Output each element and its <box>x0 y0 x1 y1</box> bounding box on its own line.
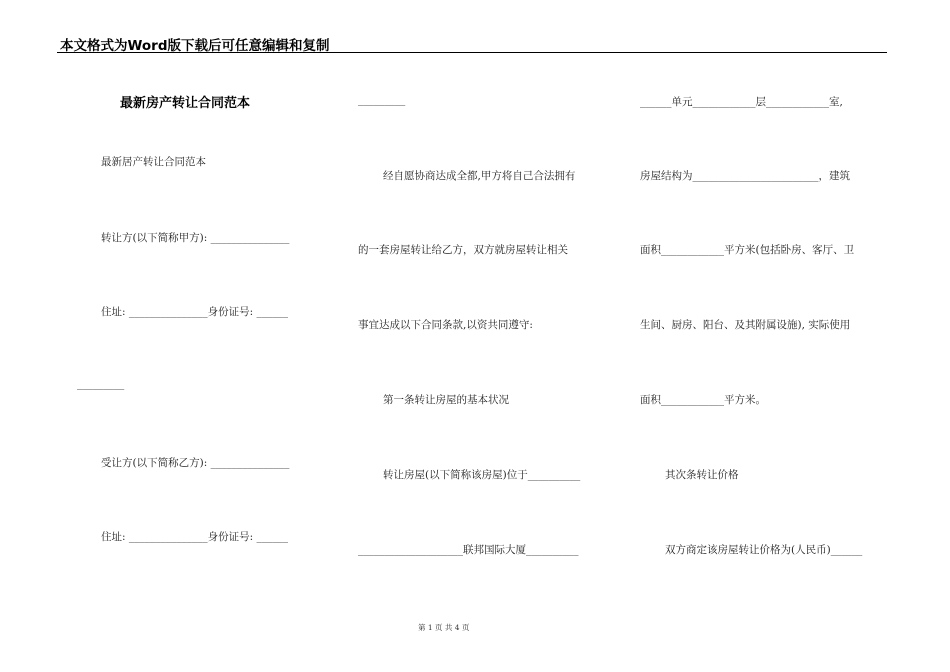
transferor-line: 转让方(以下简称甲方): _______________ <box>101 232 290 244</box>
document-header: 本文格式为Word版下载后可任意编辑和复制 <box>60 38 330 54</box>
transferee-line: 受让方(以下简称乙方): _______________ <box>101 457 290 469</box>
page-number: 第 1 页 共 4 页 <box>418 623 470 632</box>
col3-line-2: 房屋结构为________________________，建筑 <box>640 170 850 182</box>
col3-line-5: 面积____________平方米。 <box>640 394 766 406</box>
col2-line-1: _________ <box>358 94 406 106</box>
col3-line-1: ______单元____________层____________室, <box>640 96 843 108</box>
col3-line-7: 双方商定该房屋转让价格为(人民币)______ <box>665 544 863 556</box>
header-divider <box>57 52 887 53</box>
address-line-1-continued: _________ <box>77 378 125 390</box>
address-line-1: 住址: _______________身份证号: ______ <box>101 306 289 318</box>
section-2-heading: 其次条转让价格 <box>665 469 739 481</box>
col3-line-3: 面积____________平方米(包括卧房、客厅、卫 <box>640 244 855 256</box>
document-title: 最新房产转让合同范本 <box>120 96 251 111</box>
section-1-heading: 第一条转让房屋的基本状况 <box>383 394 509 406</box>
col2-line-4: 事宜达成以下合同条款,以资共同遵守: <box>358 319 533 331</box>
col2-line-3: 的一套房屋转让给乙方，双方就房屋转让相关 <box>358 244 568 256</box>
address-line-2: 住址: _______________身份证号: ______ <box>101 531 289 543</box>
col2-line-7: ____________________联邦国际大厦__________ <box>358 544 579 556</box>
subtitle: 最新居产转让合同范本 <box>101 156 206 168</box>
col2-line-6: 转让房屋(以下简称该房屋)位于__________ <box>383 469 581 481</box>
col2-line-2: 经自愿协商达成全都,甲方将自己合法拥有 <box>383 170 576 182</box>
col3-line-4: 生间、厨房、阳台、及其附属设施), 实际使用 <box>640 319 851 331</box>
